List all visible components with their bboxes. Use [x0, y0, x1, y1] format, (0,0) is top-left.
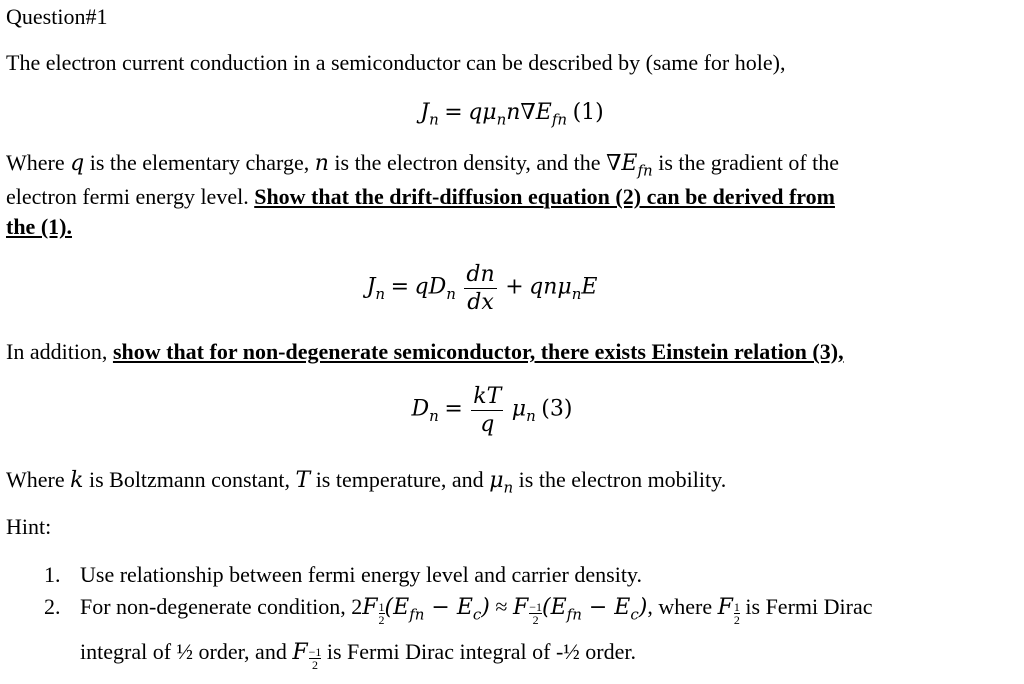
hint-2-F3: F — [717, 595, 733, 620]
hint-2-neg-half-2: $\frac{-1}{2}$ — [308, 645, 322, 672]
hint-item-1 — [44, 562, 642, 588]
eq2-plus: + — [505, 274, 524, 300]
hint-2-c: is Fermi Dirac — [739, 594, 873, 619]
hint-2-arg2-minus: − E — [581, 595, 631, 620]
eq2-num: dn — [466, 262, 495, 287]
hint-2-arg1-open: (E — [384, 595, 410, 620]
eq3-label: (3) — [541, 396, 573, 422]
eq1-rhs-b: n∇E — [506, 100, 552, 125]
hint-item-2 — [44, 594, 872, 626]
hint-2-half-1: $\frac{1}{2}$ — [378, 600, 385, 627]
intro-text: The electron current conduction in a semiconductor can be described by (same for hole), — [6, 50, 786, 75]
hint-2-approx: ≈ — [489, 594, 513, 619]
hint-2-arg1-close: ) — [481, 595, 490, 620]
where2-T: T — [295, 468, 311, 493]
eq2-lhs-sub: n — [375, 284, 386, 303]
eq3-den: q — [480, 412, 495, 437]
eq2-fraction — [464, 262, 496, 315]
where2-p3: is temperature, and — [310, 467, 490, 492]
eq1-rhs-a: qμ — [468, 100, 497, 125]
where2-p4: is the electron mobility. — [513, 467, 727, 492]
hint-2-number: 2. — [44, 594, 61, 619]
where2-p2: is Boltzmann constant, — [83, 467, 296, 492]
hint-2-neg-half: $\frac{-1}{2}$ — [529, 600, 543, 627]
eq2-den: dx — [467, 290, 494, 315]
eq2-lhs: J — [366, 274, 376, 300]
hint-2-arg2-close: ) — [638, 595, 648, 620]
eq2-a-sub: n — [446, 284, 456, 303]
eq3-lhs-sub: n — [429, 406, 439, 425]
where1-line3-bold: the (1). — [6, 214, 72, 239]
where2-p1: Where — [6, 467, 71, 492]
eq2-c: E — [581, 274, 598, 300]
where2-mu-sub: n — [503, 478, 514, 497]
hint-2-line2b: is Fermi Dirac integral of -½ order. — [321, 639, 637, 664]
hint-2-arg1-minus: − E — [424, 595, 473, 620]
hint-1-text: Use relationship between fermi energy level and carrier density. — [80, 562, 642, 587]
hint-2-arg2-open: (E — [542, 595, 567, 620]
eq3-mu-sub: n — [526, 406, 536, 425]
eq1-equals: = — [444, 100, 463, 125]
eq3-mu: μ — [511, 396, 527, 422]
where1-n: n — [314, 151, 329, 176]
eq2-equals: = — [390, 274, 410, 300]
equation-3 — [0, 384, 1004, 437]
eq1-rhs-b-sub: fn — [551, 110, 568, 129]
where2-line — [6, 467, 727, 497]
addition-plain: In addition, — [6, 339, 113, 364]
where1-line2-plain: electron fermi energy level. — [6, 184, 255, 209]
addition-line — [6, 339, 844, 365]
equation-2 — [0, 262, 994, 315]
question-title: Question#1 — [6, 4, 108, 29]
hint-2-F1: F — [362, 595, 378, 620]
hint-2-b: , where — [647, 594, 718, 619]
hint-2-a: For non-degenerate condition, 2 — [80, 594, 363, 619]
addition-bold: show that for non-degenerate semiconductor, there exists Einstein relation (3), — [112, 339, 844, 364]
where1-p4: is the gradient of the — [652, 150, 840, 175]
equation-1 — [0, 99, 1024, 129]
eq3-fraction — [471, 384, 503, 437]
where1-q: q — [70, 151, 85, 176]
eq1-rhs-a-sub: n — [496, 110, 507, 129]
hint-2-arg2-sub1: fn — [566, 605, 582, 624]
where1-line2-bold: Show that the drift-diffusion equation (2) can be derived from — [254, 184, 835, 209]
eq2-b: qnμ — [529, 274, 572, 300]
hint-2-arg1-sub2: c — [472, 605, 482, 624]
eq2-a: qD — [414, 274, 447, 300]
hint-2-arg2-sub2: c — [630, 605, 639, 624]
hint-2-arg1-sub1: fn — [409, 605, 425, 624]
where1-grad: ∇E — [606, 151, 638, 176]
where2-k: k — [70, 468, 84, 493]
eq3-equals: = — [444, 396, 463, 422]
eq2-b-sub: n — [571, 284, 582, 303]
where1-line1 — [6, 150, 840, 180]
hint-label: Hint: — [6, 514, 52, 539]
hint-2-half-2: $\frac{1}{2}$ — [733, 600, 740, 627]
hint-2-line2a: integral of ½ order, and — [80, 639, 293, 664]
where1-grad-sub: fn — [637, 161, 653, 180]
where1-line2 — [6, 184, 835, 210]
eq1-label: (1) — [572, 100, 604, 125]
eq1-lhs: J — [420, 100, 430, 125]
eq3-num: kT — [473, 384, 502, 409]
hint-2-F2: F — [512, 595, 529, 620]
eq1-lhs-sub: n — [429, 110, 439, 129]
where2-mu: μ — [489, 468, 504, 493]
eq3-lhs: D — [411, 396, 430, 422]
where1-p2: is the elementary charge, — [84, 150, 315, 175]
hint-2-F4: F — [292, 640, 308, 665]
where1-line3 — [6, 214, 72, 240]
where1-p3: is the electron density, and the — [328, 150, 607, 175]
hint-1-number: 1. — [44, 562, 61, 587]
hint-item-2-line2 — [80, 639, 636, 671]
where1-p1: Where — [6, 150, 71, 175]
